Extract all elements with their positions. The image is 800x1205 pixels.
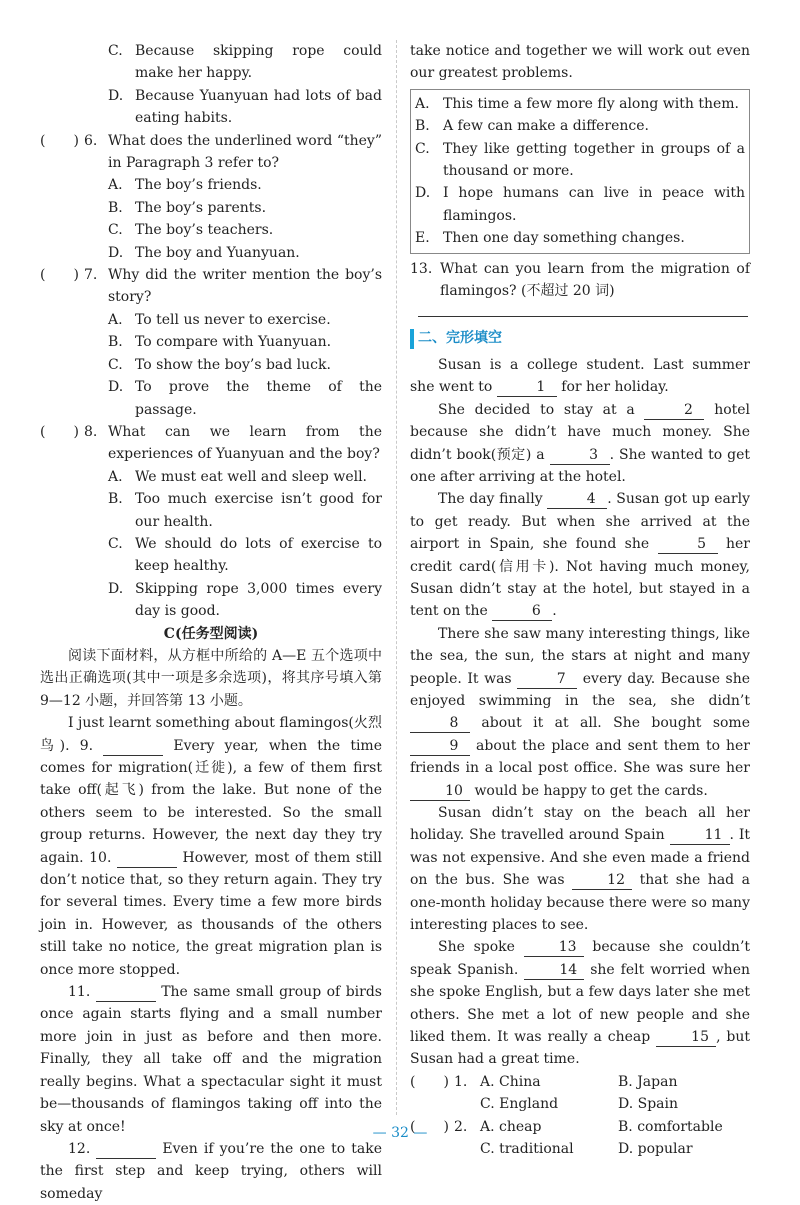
q7-option-d: D. To prove the theme of the passage. <box>108 379 382 418</box>
task-instructions: 阅读下面材料，从方框中所给的 A—E 五个选项中选出正确选项(其中一项是多余选项)，将其序号填入第 9—12 小题，并回答第 13 小题。 <box>40 647 382 709</box>
q6-option-d: D. The boy and Yuanyuan. <box>108 244 300 261</box>
q7-option-a: A. To tell us never to exercise. <box>108 311 331 328</box>
cloze-blank-7[interactable]: 7 <box>517 670 577 689</box>
cloze-blank-15[interactable]: 15 <box>656 1028 716 1047</box>
cloze-blank-14[interactable]: 14 <box>524 961 584 980</box>
blank-10[interactable] <box>117 849 177 868</box>
cloze-blank-9[interactable]: 9 <box>410 737 470 756</box>
cloze-paragraph-5: Susan didn’t stay on the beach all her holiday. She travelled around Spain 11 . It was not expensive. And she even made a friend on the bus. She was 12 that she had a one-month holiday because there were so many interesting places to see. <box>410 805 751 934</box>
option-d: D. popular <box>618 1141 693 1158</box>
option-d: D. Spain <box>618 1096 679 1113</box>
passage-paragraph-1: I just learnt something about flamingos(火烈鸟). 9. Every year, when the time comes for migration(迁徙), a few of them first take off(起飞) from the lake. But none of the others seem to be interested. So the small group returns. However, the next day they try again. 10. However, most of them still don’t notice that, so they return again. They try for several times. Every time a few more birds join in. However, as thousands of the others still take no notice, the great migration plan is once more stopped. <box>40 715 383 978</box>
option-b: B. comfortable <box>618 1118 723 1135</box>
cloze-blank-2[interactable]: 2 <box>644 401 704 420</box>
q6-option-a: A. The boy’s friends. <box>108 177 262 194</box>
question-8: ( ) 8. What can we learn from the experiences of Yuanyuan and the boy? <box>40 423 382 463</box>
cloze-blank-5[interactable]: 5 <box>658 535 718 554</box>
passage-paragraph-3: 12. Even if you’re the one to take the first step and keep trying, others will someday <box>40 1140 383 1202</box>
page-number: — 32 — <box>372 1125 428 1141</box>
answer-row-1b <box>410 1093 750 1115</box>
answer-paren[interactable]: ( ) <box>410 1118 449 1135</box>
question-6: ( ) 6. What does the underlined word “they” in Paragraph 3 refer to? <box>40 132 382 172</box>
left-column <box>40 40 382 1205</box>
cloze-blank-3[interactable]: 3 <box>550 446 610 465</box>
q8-option-d: D. Skipping rope 3,000 times every day is good. <box>108 580 382 620</box>
cloze-paragraph-6: She spoke 13 because she couldn’t speak Spanish. 14 she felt worried when she spoke English, but a few days later she met others. She met a lot of new people and she liked them. It was really a cheap 15 , but Susan had a great time. <box>410 939 751 1068</box>
option-a: A. China <box>480 1073 541 1090</box>
section-marker <box>410 329 414 349</box>
cloze-paragraph-3: The day finally 4 . Susan got up early to get ready. But when she arrived at the airport in Spain, she found she 5 her credit card(信用卡). Not having much money, Susan didn’t stay at the hotel, but stayed in a tent on the 6 . <box>410 491 750 620</box>
cloze-blank-4[interactable]: 4 <box>547 490 607 509</box>
box-option-c: C. They like getting together in groups of a thousand or more. <box>415 140 745 180</box>
option-c: C. England <box>480 1096 559 1113</box>
cloze-paragraph-2: She decided to stay at a 2 hotel because she didn’t have much money. She didn’t book(预定) a 3 . She wanted to get one after arriving at the hotel. <box>410 401 751 485</box>
q6-option-b: B. The boy’s parents. <box>108 199 267 216</box>
q7-option-b: B. To compare with Yuanyuan. <box>108 334 332 351</box>
column-divider <box>396 40 397 1115</box>
box-option-d: D. I hope humans can live in peace with flamingos. <box>415 185 745 224</box>
box-option-b: B. A few can make a difference. <box>415 118 649 135</box>
box-option-a: A. This time a few more fly along with them. <box>415 95 739 112</box>
q5-option-c: C. Because skipping rope could make her happy. <box>108 43 382 82</box>
option-a: A. cheap <box>480 1118 542 1135</box>
blank-11[interactable] <box>96 983 156 1002</box>
options-box <box>410 89 750 254</box>
answer-row-2: ( ) 2. A. cheap B. comfortable <box>410 1116 750 1138</box>
cloze-blank-13[interactable]: 13 <box>524 938 584 957</box>
question-7: ( ) 7. Why did the writer mention the boy’s story? <box>40 267 382 306</box>
option-b: B. Japan <box>618 1073 678 1090</box>
passage-paragraph-2: 11. The same small group of birds once again starts flying and a small number more join in just as before and then more. Finally, they all take off and the migration really begins. What a spectacular sight it must be—thousands of flamingos taking off into the sky at once! <box>40 984 382 1135</box>
section-c-title: C(任务型阅读) <box>163 625 259 642</box>
blank-9[interactable] <box>103 737 163 756</box>
passage-continuation: take notice and together we will work out even our greatest problems. <box>410 43 750 82</box>
q8-option-c: C. We should do lots of exercise to keep healthy. <box>108 535 382 575</box>
option-c: C. traditional <box>480 1141 574 1158</box>
section-2-header <box>410 327 750 349</box>
q8-option-a: A. We must eat well and sleep well. <box>108 468 368 485</box>
q6-option-c: C. The boy’s teachers. <box>108 222 274 239</box>
cloze-blank-12[interactable]: 12 <box>572 871 632 890</box>
cloze-blank-1[interactable]: 1 <box>497 378 557 397</box>
section-2-title: 二、完形填空 <box>418 330 502 347</box>
cloze-blank-10[interactable]: 10 <box>410 782 470 801</box>
question-13: 13. What can you learn from the migration of flamingos? (不超过 20 词) <box>410 260 750 300</box>
q8-option-b: B. Too much exercise isn’t good for our health. <box>108 491 382 530</box>
answer-row-1: ( ) 1. A. China B. Japan <box>410 1071 750 1093</box>
cloze-blank-6[interactable]: 6 <box>492 602 552 621</box>
cloze-blank-8[interactable]: 8 <box>410 714 470 733</box>
cloze-blank-11[interactable]: 11 <box>670 826 730 845</box>
cloze-paragraph-4: There she saw many interesting things, like the sea, the sun, the stars at night and many people. It was 7 every day. Because she enjoyed swimming in the sea, she didn’t 8 about it at all. She bought some 9 about the place and sent them to her friends in a local post office. She was sure her 10 would be happy to get the cards. <box>410 625 751 799</box>
answer-paren[interactable]: ( ) <box>410 1073 449 1090</box>
cloze-paragraph-1: Susan is a college student. Last summer she went to 1 for her holiday. <box>410 356 750 396</box>
q5-option-d: D. Because Yuanyuan had lots of bad eating habits. <box>108 87 382 127</box>
q7-option-c: C. To show the boy’s bad luck. <box>108 356 331 373</box>
box-option-e: E. Then one day something changes. <box>415 230 685 247</box>
q13-answer-line[interactable] <box>418 316 748 317</box>
right-column <box>410 40 750 1160</box>
